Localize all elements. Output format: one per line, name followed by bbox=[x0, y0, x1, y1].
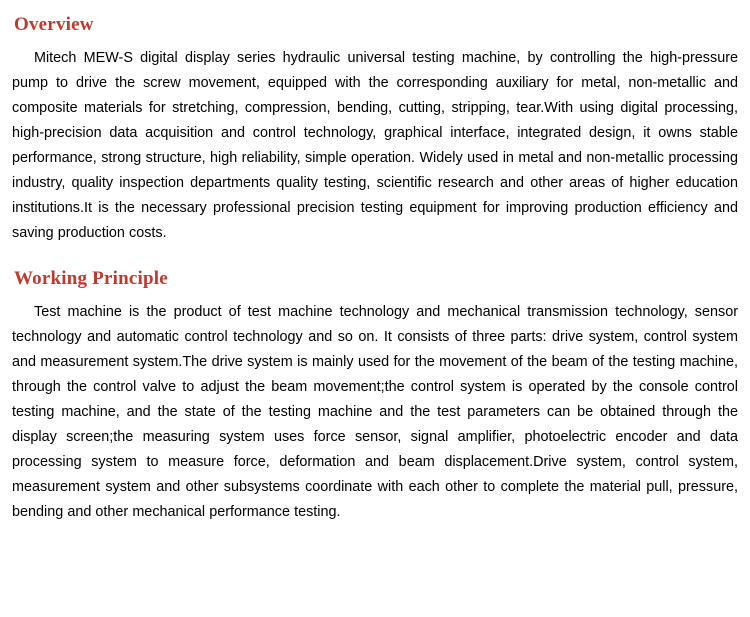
section-overview bbox=[12, 14, 738, 246]
section-body-overview: Mitech MEW-S digital display series hydraulic universal testing machine, by controlling the high-pressure pump to drive the screw movement, equipped with the corresponding auxiliary for metal, non-metallic and composite materials for stretching, compression, bending, cutting, stripping, tear.With using digital processing, high-precision data acquisition and control technology, graphical interface, integrated design, it owns stable performance, strong structure, high reliability, simple operation. Widely used in metal and non-metallic processing industry, quality inspection departments quality testing, scientific research and other areas of higher education institutions.It is the necessary professional precision testing equipment for improving production efficiency and saving production costs. bbox=[12, 50, 738, 241]
section-heading-working-principle: Working Principle bbox=[14, 268, 168, 289]
section-heading-overview: Overview bbox=[14, 14, 94, 35]
section-body-working-principle: Test machine is the product of test machine technology and mechanical transmission technology, sensor technology and automatic control technology and so on. It consists of three parts: drive system, control system and measurement system.The drive system is mainly used for the movement of the beam of the testing machine, through the control valve to adjust the beam movement;the control system is operated by the console control testing machine, and the state of the testing machine and the test parameters can be obtained through the display screen;the measuring system uses force sensor, signal amplifier, photoelectric encoder and data processing system to measure force, deformation and beam displacement.Drive system, control system, measurement system and other subsystems coordinate with each other to complete the material pull, pressure, bending and other mechanical performance testing. bbox=[12, 304, 738, 520]
section-working-principle bbox=[12, 268, 738, 525]
